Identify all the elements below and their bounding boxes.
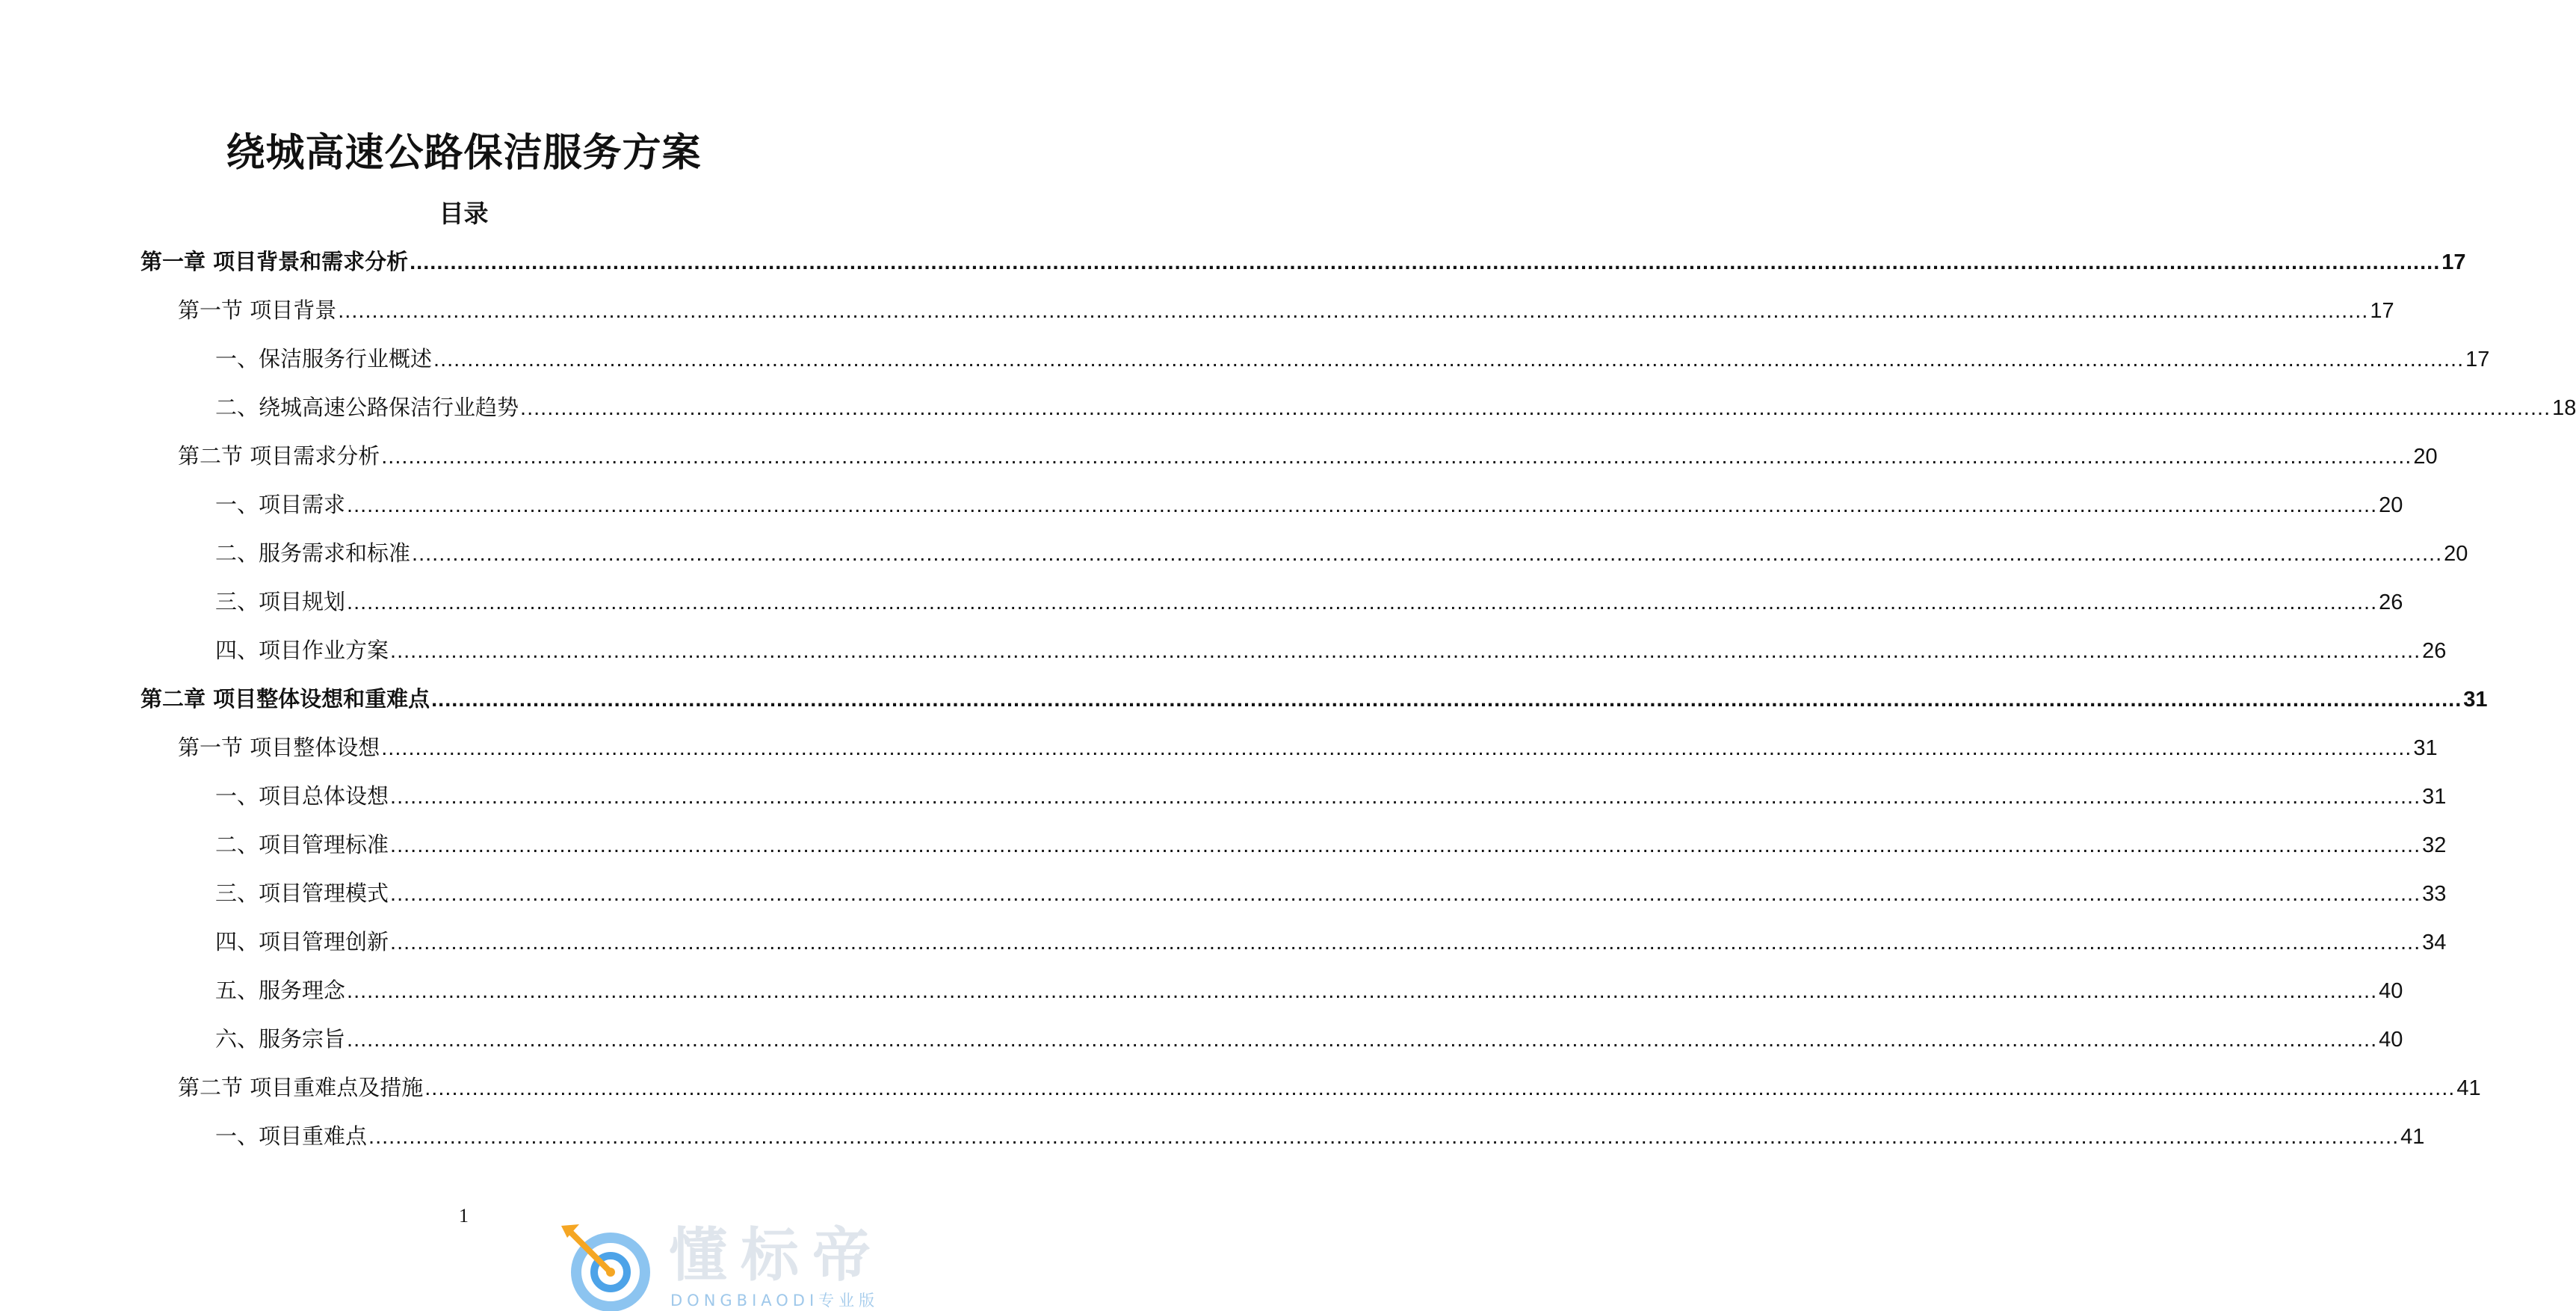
toc-entry-label: 第二章 项目整体设想和重难点 — [140, 686, 430, 712]
toc-dot-leader: ............................................................................................................................................................................................................................................................................................................ — [431, 688, 2462, 712]
toc-entry-page: 33 — [2422, 882, 2447, 906]
toc-chapter-entry[interactable] — [140, 247, 2466, 295]
toc-entry-label: 六、服务宗旨 — [215, 1026, 346, 1052]
toc-entry-label: 第二节 项目需求分析 — [178, 443, 380, 469]
toc-entry-label: 第一章 项目背景和需求分析 — [140, 249, 409, 274]
toc-entry-page: 26 — [2422, 639, 2447, 663]
toc-subsection-entry[interactable] — [140, 344, 2490, 392]
toc-entry-page: 34 — [2422, 931, 2447, 954]
toc-dot-leader: ............................................................................................................................................................................................................................................................................................................ — [424, 1076, 2456, 1100]
toc-dot-leader: ............................................................................................................................................................................................................................................................................................................ — [390, 931, 2421, 954]
toc-entry-label: 三、项目规划 — [215, 589, 346, 614]
toc-subsection-entry[interactable] — [140, 975, 2403, 1024]
toc-entry-page: 17 — [2441, 250, 2466, 274]
toc-entry-label: 三、项目管理模式 — [215, 880, 389, 906]
toc-entry-page: 31 — [2413, 736, 2438, 760]
toc-dot-leader: ............................................................................................................................................................................................................................................................................................................ — [368, 1125, 2400, 1149]
toc-entry-page: 20 — [2444, 542, 2468, 566]
watermark-subtitle: DONGBIAODI专业版 — [670, 1292, 880, 1310]
toc-entry-label: 一、项目总体设想 — [215, 783, 389, 809]
toc-section-entry[interactable] — [140, 441, 2438, 490]
toc-dot-leader: ............................................................................................................................................................................................................................................................................................................ — [390, 882, 2421, 906]
toc-section-entry[interactable] — [140, 732, 2438, 781]
toc-entry-page: 40 — [2379, 1028, 2403, 1052]
toc-entry-label: 四、项目管理创新 — [215, 929, 389, 954]
toc-dot-leader: ............................................................................................................................................................................................................................................................................................................ — [347, 493, 2378, 517]
toc-entry-page: 31 — [2422, 785, 2447, 809]
toc-section-entry[interactable] — [140, 295, 2394, 344]
watermark — [557, 1218, 908, 1311]
toc-subsection-entry[interactable] — [140, 490, 2403, 538]
toc-entry-page: 18 — [2552, 396, 2576, 420]
toc-entry-label: 第一节 项目整体设想 — [178, 735, 380, 760]
toc-subsection-entry[interactable] — [140, 830, 2447, 878]
toc-subsection-entry[interactable] — [140, 635, 2447, 684]
toc-entry-page: 41 — [2456, 1076, 2481, 1100]
toc-subsection-entry[interactable] — [140, 1121, 2425, 1170]
toc-dot-leader: ............................................................................................................................................................................................................................................................................................................ — [347, 1028, 2378, 1052]
document-title: 绕城高速公路保洁服务方案 — [226, 131, 702, 176]
toc-dot-leader: ............................................................................................................................................................................................................................................................................................................ — [410, 250, 2441, 274]
toc-entry-label: 五、服务理念 — [215, 978, 346, 1003]
toc-dot-leader: ............................................................................................................................................................................................................................................................................................................ — [390, 833, 2421, 857]
toc-entry-label: 一、项目需求 — [215, 492, 346, 517]
toc-dot-leader: ............................................................................................................................................................................................................................................................................................................ — [381, 445, 2412, 469]
toc-section-entry[interactable] — [140, 1073, 2481, 1121]
toc-entry-page: 32 — [2422, 833, 2447, 857]
toc-entry-page: 41 — [2400, 1125, 2425, 1149]
toc-dot-leader: ............................................................................................................................................................................................................................................................................................................ — [433, 348, 2465, 371]
toc-entry-page: 20 — [2413, 445, 2438, 469]
toc-entry-page: 17 — [2370, 299, 2394, 323]
toc-entry-page: 20 — [2379, 493, 2403, 517]
toc-dot-leader: ............................................................................................................................................................................................................................................................................................................ — [381, 736, 2412, 760]
toc-dot-leader: ............................................................................................................................................................................................................................................................................................................ — [390, 639, 2421, 663]
toc-entry-label: 四、项目作业方案 — [215, 638, 389, 663]
toc-subsection-entry[interactable] — [140, 392, 2576, 441]
toc-heading: 目录 — [439, 199, 489, 228]
toc-dot-leader: ............................................................................................................................................................................................................................................................................................................ — [347, 979, 2378, 1003]
toc-entry-page: 17 — [2465, 348, 2490, 371]
toc-dot-leader: ............................................................................................................................................................................................................................................................................................................ — [520, 396, 2551, 420]
toc-chapter-entry[interactable] — [140, 684, 2488, 732]
toc-subsection-entry[interactable] — [140, 1024, 2403, 1073]
toc-entry-label: 一、保洁服务行业概述 — [215, 346, 433, 371]
toc-entry-label: 第一节 项目背景 — [178, 297, 337, 323]
toc-entry-page: 40 — [2379, 979, 2403, 1003]
toc-entry-page: 26 — [2379, 590, 2403, 614]
table-of-contents — [140, 247, 2576, 1170]
toc-subsection-entry[interactable] — [140, 587, 2403, 635]
toc-dot-leader: ............................................................................................................................................................................................................................................................................................................ — [338, 299, 2369, 323]
toc-dot-leader: ............................................................................................................................................................................................................................................................................................................ — [347, 590, 2378, 614]
toc-entry-label: 二、服务需求和标准 — [215, 540, 411, 566]
toc-dot-leader: ............................................................................................................................................................................................................................................................................................................ — [412, 542, 2443, 566]
toc-entry-label: 一、项目重难点 — [215, 1123, 368, 1149]
toc-subsection-entry[interactable] — [140, 927, 2447, 975]
page-number: 1 — [459, 1205, 469, 1227]
target-arrow-icon — [557, 1218, 654, 1311]
watermark-brand-name: 懂标帝 — [669, 1222, 885, 1289]
toc-entry-page: 31 — [2463, 688, 2488, 712]
toc-entry-label: 第二节 项目重难点及措施 — [178, 1075, 424, 1100]
toc-subsection-entry[interactable] — [140, 781, 2447, 830]
toc-entry-label: 二、项目管理标准 — [215, 832, 389, 857]
toc-dot-leader: ............................................................................................................................................................................................................................................................................................................ — [390, 785, 2421, 809]
toc-subsection-entry[interactable] — [140, 538, 2468, 587]
toc-subsection-entry[interactable] — [140, 878, 2447, 927]
toc-entry-label: 二、绕城高速公路保洁行业趋势 — [215, 395, 519, 420]
